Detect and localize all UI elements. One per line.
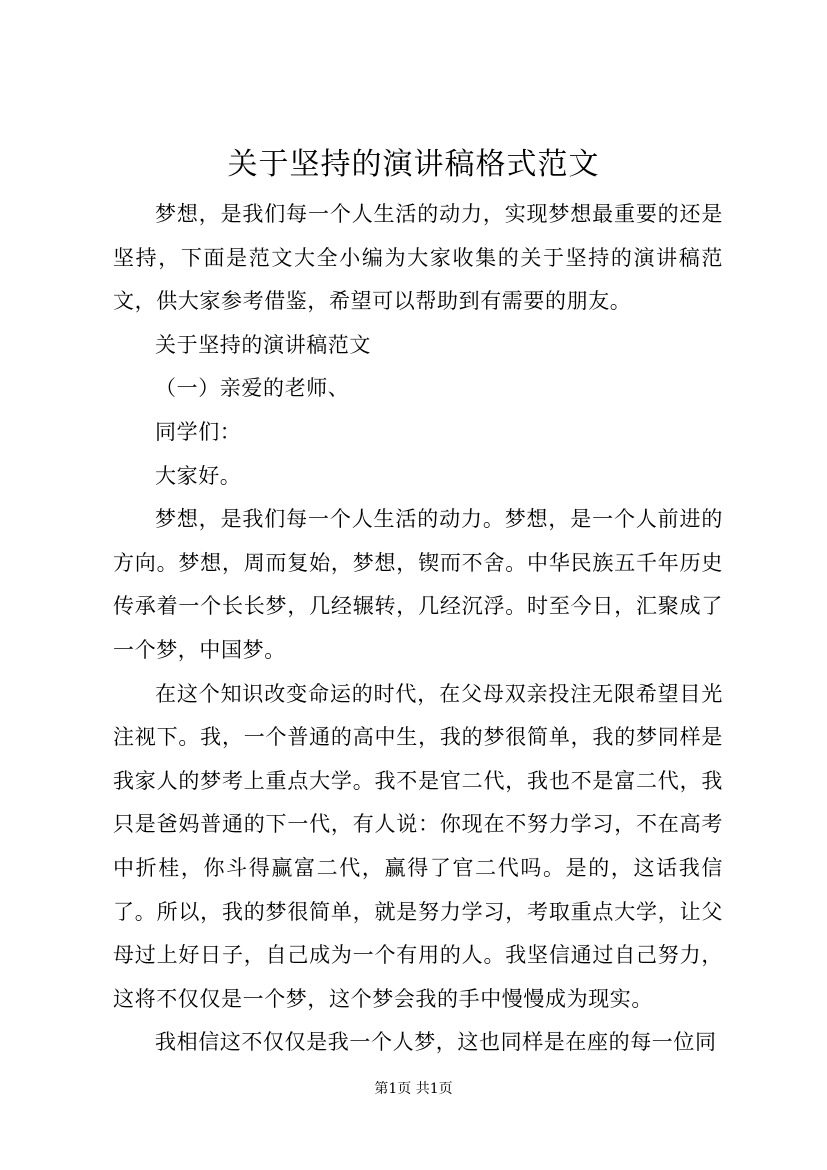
page-number-footer: 第1页 共1页 — [374, 1081, 453, 1097]
paragraph-dream: 梦想，是我们每一个人生活的动力。梦想，是一个人前进的方向。梦想，周而复始，梦想，锲而不舍。中华民族五千年历史传承着一个长长梦，几经辗转，几经沉浮。时至今日，汇聚成了一个梦，中国梦。 — [113, 507, 723, 662]
paragraph-section-heading: （一）亲爱的老师、 — [155, 376, 350, 401]
paragraph-subtitle: 关于坚持的演讲稿范文 — [155, 332, 371, 357]
paragraph-belief: 我相信这不仅仅是我一个人梦，这也同样是在座的每一位同 — [155, 1030, 717, 1055]
document-title: 关于坚持的演讲稿格式范文 — [227, 147, 600, 182]
paragraph-era: 在这个知识改变命运的时代，在父母双亲投注无限希望目光注视下。我，一个普通的高中生，我的梦很简单，我的梦同样是我家人的梦考上重点大学。我不是官二代，我也不是富二代，我只是爸妈普通的下一代，有人说：你现在不努力学习，不在高考中折桂，你斗得赢富二代，赢得了官二代吗。是的，这话我信了。所以，我的梦很简单，就是努力学习，考取重点大学，让父母过上好日子，自己成为一个有用的人。我坚信通过自己努力，这将不仅仅是一个梦，这个梦会我的手中慢慢成为现实。 — [113, 681, 723, 1011]
paragraph-greeting: 大家好。 — [155, 463, 242, 488]
paragraph-intro: 梦想，是我们每一个人生活的动力，实现梦想最重要的还是坚持，下面是范文大全小编为大家收集的关于坚持的演讲稿范文，供大家参考借鉴，希望可以帮助到有需要的朋友。 — [113, 202, 723, 314]
document-body — [113, 193, 723, 1065]
paragraph-salutation: 同学们： — [155, 419, 242, 444]
